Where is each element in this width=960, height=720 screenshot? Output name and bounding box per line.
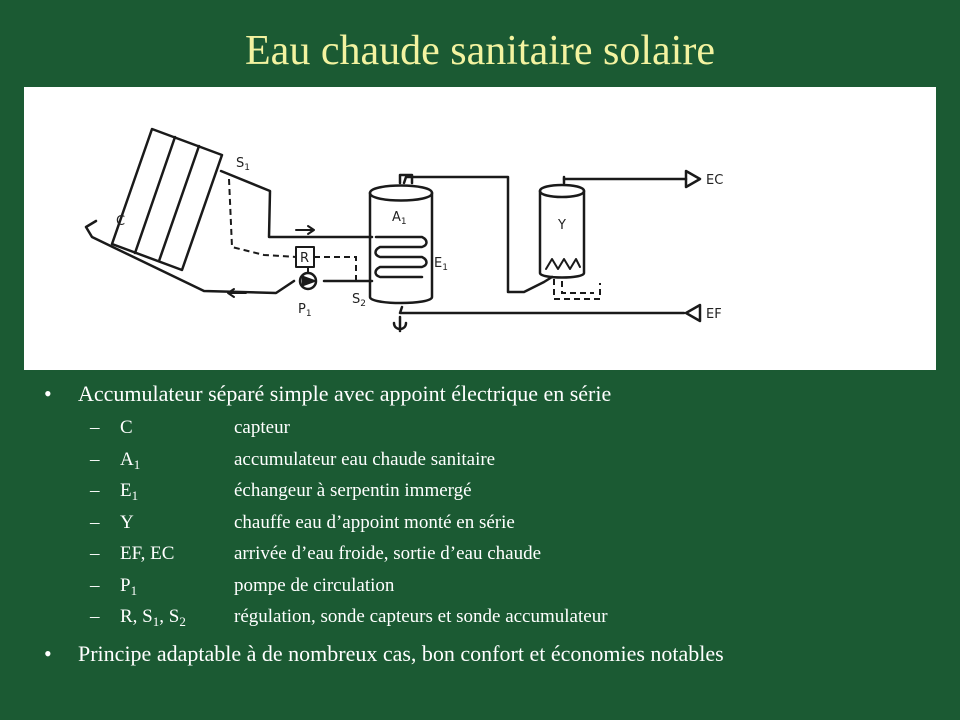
item-desc: échangeur à serpentin immergé [234,480,472,501]
list-item: – $P_1$ pompe de circulation [90,575,395,598]
collector-panel [112,129,222,270]
label-hot-out: EC [706,173,724,188]
list-item: – EF, EC arrivée d’eau froide, sortie d’eau chaude [90,543,541,564]
label-regulator: R [300,251,310,266]
bullet-text: Principe adaptable à de nombreux cas, bon confort et économies notables [78,641,724,666]
item-term: Y [120,512,134,533]
item-term: $A_1$ [120,449,141,472]
list-item: – $E_1$ échangeur à serpentin immergé [90,480,472,503]
label-sensor1: $S_1$ [236,156,250,173]
label-exchanger: $E_1$ [434,256,448,273]
item-desc: capteur [234,417,290,438]
pipe-collector-to-tank [221,171,372,237]
item-desc: chauffe eau d’appoint monté en série [234,512,515,533]
item-term: C [120,417,133,438]
list-item: – Y chauffe eau d’appoint monté en série [90,512,515,533]
item-term: R, $S_1$, $S_2$ [120,606,186,629]
label-cold-in: EF [706,307,722,322]
tank-a1 [370,186,432,304]
list-item: – R, $S_1$, $S_2$ régulation, sonde capteurs et sonde accumulateur [90,606,608,629]
bullet-glyph: • [44,641,52,666]
list-item: – $A_1$ accumulateur eau chaude sanitaire [90,449,496,472]
solar-water-heater-diagram [24,87,936,370]
bullet-text: Accumulateur séparé simple avec appoint électrique en série [78,381,612,406]
item-term: EF, EC [120,543,175,564]
item-desc: arrivée d’eau froide, sortie d’eau chaude [234,543,541,564]
label-pump: $P_1$ [298,302,312,319]
label-collector: C [116,214,126,229]
item-desc: régulation, sonde capteurs et sonde accumulateur [234,606,608,627]
slide-title: Eau chaude sanitaire solaire [245,28,715,74]
pipe-tank-to-heater [404,177,552,292]
list-item: – C capteur [90,417,290,438]
item-desc: pompe de circulation [234,575,395,596]
item-term: $P_1$ [120,575,138,598]
bullet-glyph: • [44,381,52,406]
item-term: $E_1$ [120,480,139,503]
label-heater: Y [558,218,566,233]
exchanger-coil [376,237,427,277]
item-desc: accumulateur eau chaude sanitaire [234,449,496,470]
pipe-cold-in [400,307,684,313]
label-tank: $A_1$ [392,210,407,227]
label-sensor2: $S_2$ [352,292,366,309]
